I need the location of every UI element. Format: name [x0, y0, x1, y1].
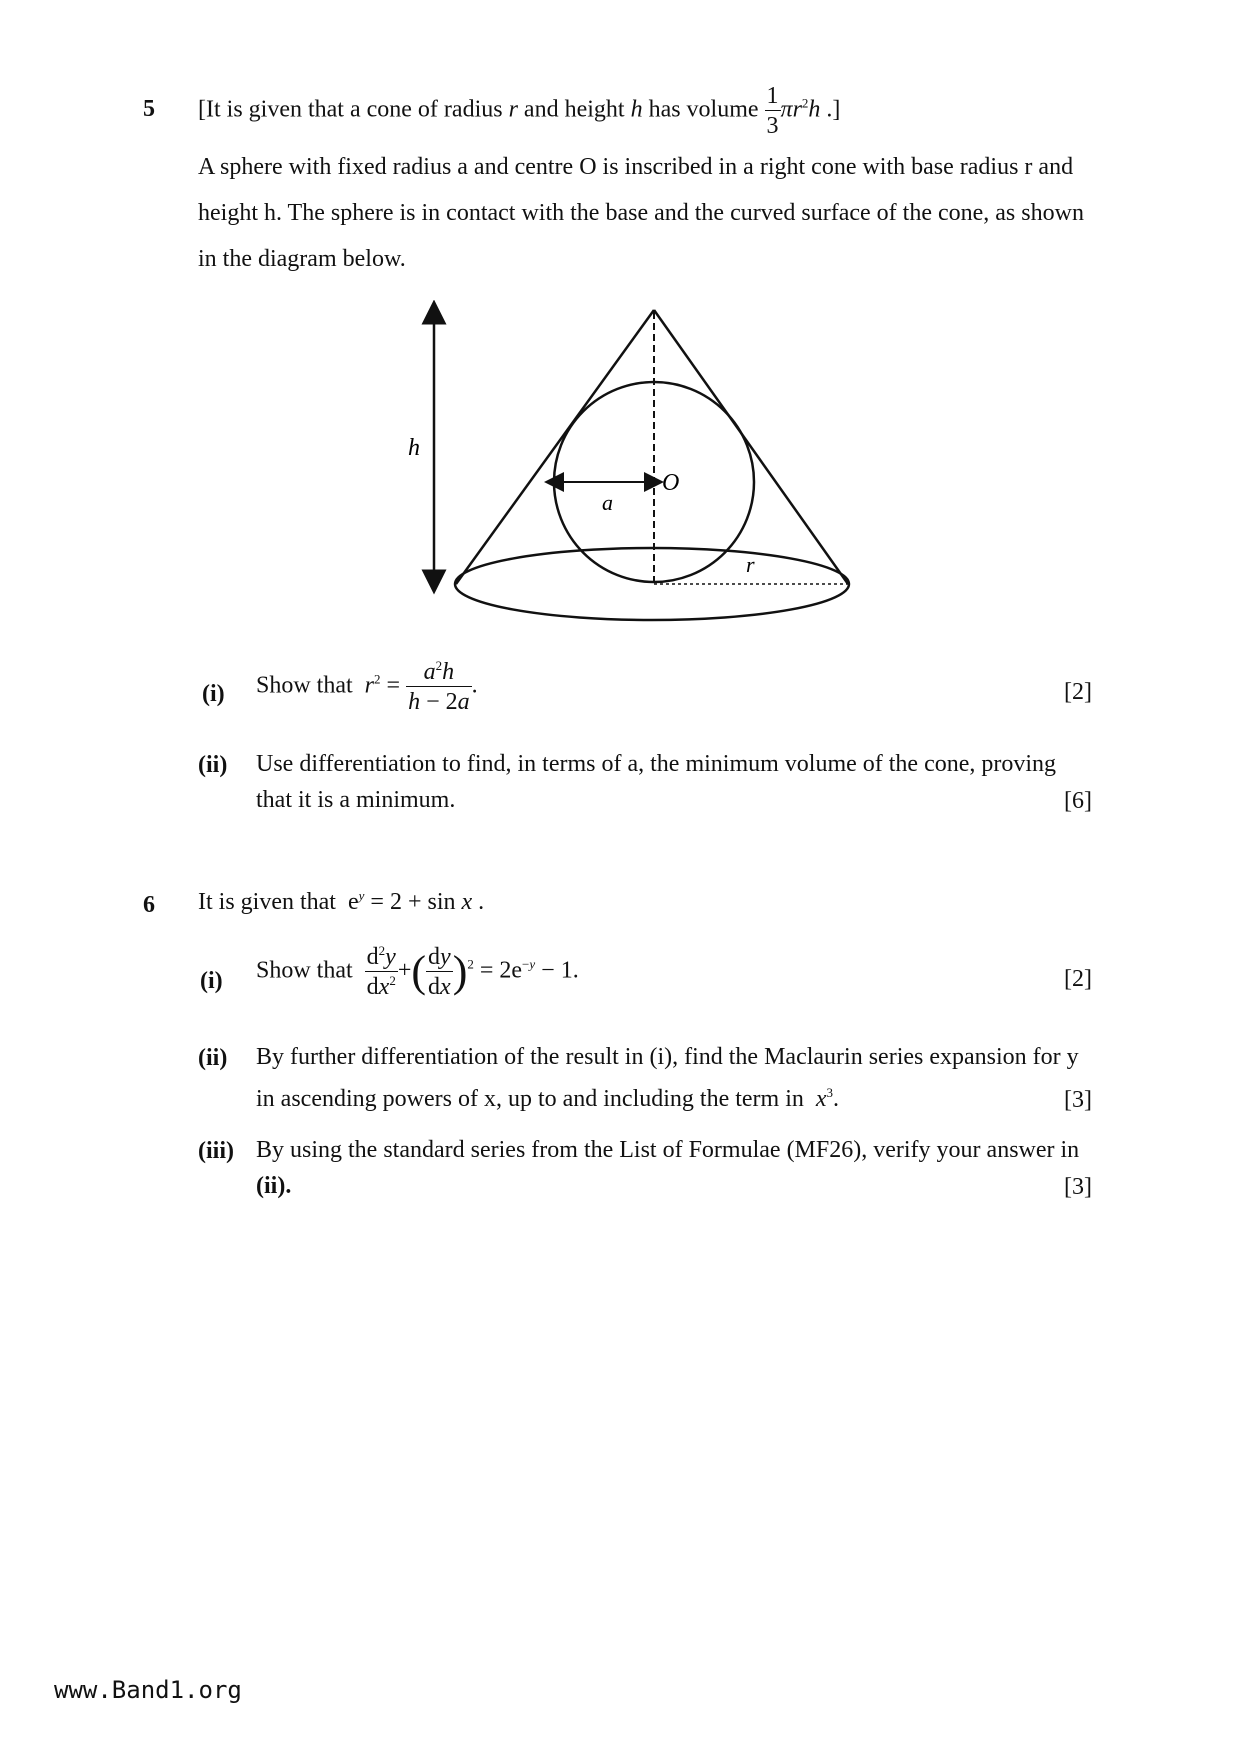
q6-part-iii-label: (iii) [198, 1138, 234, 1164]
label-h: h [408, 435, 420, 461]
label-r: r [746, 552, 755, 577]
q5-part-i-marks: [2] [1064, 679, 1092, 705]
question-5-line-3: in the diagram below. [198, 246, 406, 272]
q6-part-iii-line-2: (ii). [256, 1173, 292, 1199]
q6-part-i-label: (i) [200, 968, 223, 994]
q6-part-ii-line-1: By further differentiation of the result in (i), find the Maclaurin series expansion for y [256, 1044, 1079, 1070]
cone-sphere-diagram [390, 300, 860, 630]
volume-fraction: $\frac{1}{3}$ [766, 83, 779, 139]
q5-part-i-label: (i) [202, 681, 225, 707]
question-5-intro: [It is given that a cone of radius r and height h has volume $\frac{1}{3}$ $\pi r^2h$ .] [198, 83, 841, 139]
q5-part-i-text: Show that $r^2$ = $\frac{a^2h}{h - 2a}$ . [256, 658, 478, 715]
q5-part-ii-line-1: Use differentiation to find, in terms of a, the minimum volume of the cone, proving [256, 751, 1057, 777]
q5-part-ii-label: (ii) [198, 752, 228, 778]
q6-part-ii-label: (ii) [198, 1045, 228, 1071]
label-o: O [662, 470, 680, 496]
q6-part-i-text: Show that $\frac{d^2y}{dx^2}$ +( $\frac{dy}{dx}$ )$^2 = 2e^{-y} - 1$. [256, 943, 579, 1000]
footer-url: www.Band1.org [54, 1676, 242, 1704]
q6-part-i-marks: [2] [1064, 966, 1092, 992]
question-5-line-1: A sphere with fixed radius a and centre O is inscribed in a right cone with base radius r and [198, 154, 1074, 180]
q5-part-ii-marks: [6] [1064, 788, 1092, 814]
q5-part-ii-line-2: that it is a minimum. [256, 787, 456, 813]
cone-left-side [456, 310, 654, 584]
question-5-line-2: height h. The sphere is in contact with the base and the curved surface of the cone, as shown [198, 200, 1084, 226]
q6-part-ii-line-2: in ascending powers of x, up to and including the term in $x^3$. [256, 1085, 840, 1112]
question-6-number: 6 [143, 892, 155, 918]
label-a: a [602, 490, 613, 515]
q6-part-iii-marks: [3] [1064, 1174, 1092, 1200]
q6-part-ii-marks: [3] [1064, 1087, 1092, 1113]
cone-right-side [654, 310, 848, 584]
question-6-intro: It is given that $e^y = 2 + \sin x$ . [198, 888, 485, 915]
q6-part-iii-line-1: By using the standard series from the List of Formulae (MF26), verify your answer in [256, 1137, 1080, 1163]
cone-base-ellipse [455, 548, 849, 620]
question-5-number: 5 [143, 96, 155, 122]
